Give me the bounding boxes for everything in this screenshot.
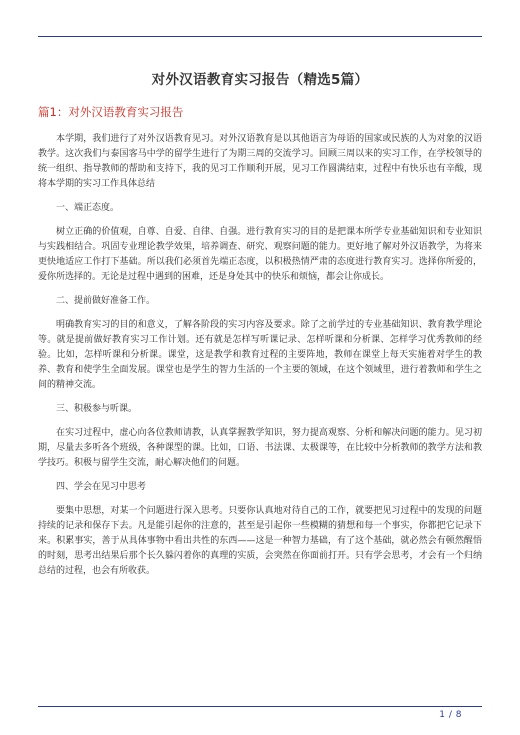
paragraph-preparation: 明确教育实习的目的和意义，了解各阶段的实习内容及要求。除了之前学过的专业基础知识、教育教学理论等。就是提前做好教育实习工作计划。还有就是怎样写听课记录、怎样听课和分析课、怎样学习优秀教师的经验。比如，怎样听课和分析课。课堂，这是教学和教育过程的主要阵地，教师在课堂上每天实施着对学生的教养、教育和使学生全面发展。课堂也是学生的智力生活的一个主要的领域，在这个领域里，进行着教师和学生之间的精神交流。 bbox=[38, 320, 482, 390]
subheading-observation: 三、积极参与听课。 bbox=[56, 404, 138, 414]
paragraph-observation: 在实习过程中，虚心向各位教师请教，认真掌握教学知识，努力提高观察、分析和解决问题的能力。见习初期，尽量去多听各个班级，各种课型的课。比如，口语、书法课、太极课等，在比较中分析教师的教学方法和教学技巧。积极与留学生交流，耐心解决他们的问题。 bbox=[38, 428, 482, 468]
subheading-preparation: 二、提前做好准备工作。 bbox=[56, 296, 156, 306]
subheading-thinking: 四、学会在见习中思考 bbox=[56, 482, 147, 492]
document-body bbox=[38, 68, 482, 588]
page-number: 1 / 8 bbox=[439, 710, 462, 720]
paragraph-thinking: 要集中思想，对某一个问题进行深入思考。只要你认真地对待自己的工作，就要把见习过程中的发现的问题持续的记录和保存下去。凡是能引起你的注意的，甚至是引起你一些模糊的猜想和每一个事实，你都把它记录下来。积累事实，善于从具体事物中看出共性的东西——这是一种智力基础，有了这个基础，就必然会有顿然醒悟的时刻，思考出结果后那个长久躲闪着你的真理的实质，会突然在你面前打开。只有学会思考，才会有一个归纳总结的过程，也会有所收获。 bbox=[38, 506, 482, 576]
header-rule bbox=[38, 36, 482, 37]
paragraph-attitude: 树立正确的价值观，自尊、自爱、自律、自强。进行教育实习的目的是把课本所学专业基础知识和专业知识与实践相结合。巩固专业理论教学效果，培养调查、研究、观察问题的能力。更好地了解对外汉语教学，为将来更快地适应工作打下基础。所以我们必须首先端正态度，以积极热情严肃的态度进行教育实习。选择你所爱的，爱你所选择的。无论是过程中遇到的困难，还是身处其中的快乐和烦恼，都会让你成长。 bbox=[38, 227, 482, 282]
paragraph-intro: 本学期，我们进行了对外汉语教育见习。对外汉语教育是以其他语言为母语的国家或民族的人为对象的汉语教学。这次我们与泰国客马中学的留学生进行了为期三周的交流学习。回顾三周以来的实习工作，在学校领导的统一组织、指导教师的帮助和支持下，我的见习工作顺利开展，见习工作圆满结束，过程中有快乐也有辛酸，现将本学期的实习工作具体总结 bbox=[38, 134, 482, 189]
section-heading: 篇1：对外汉语教育实习报告 bbox=[38, 105, 184, 119]
document-title: 对外汉语教育实习报告（精选5篇） bbox=[151, 72, 369, 88]
subheading-attitude: 一、端正态度。 bbox=[56, 203, 120, 213]
footer-rule bbox=[38, 706, 482, 707]
